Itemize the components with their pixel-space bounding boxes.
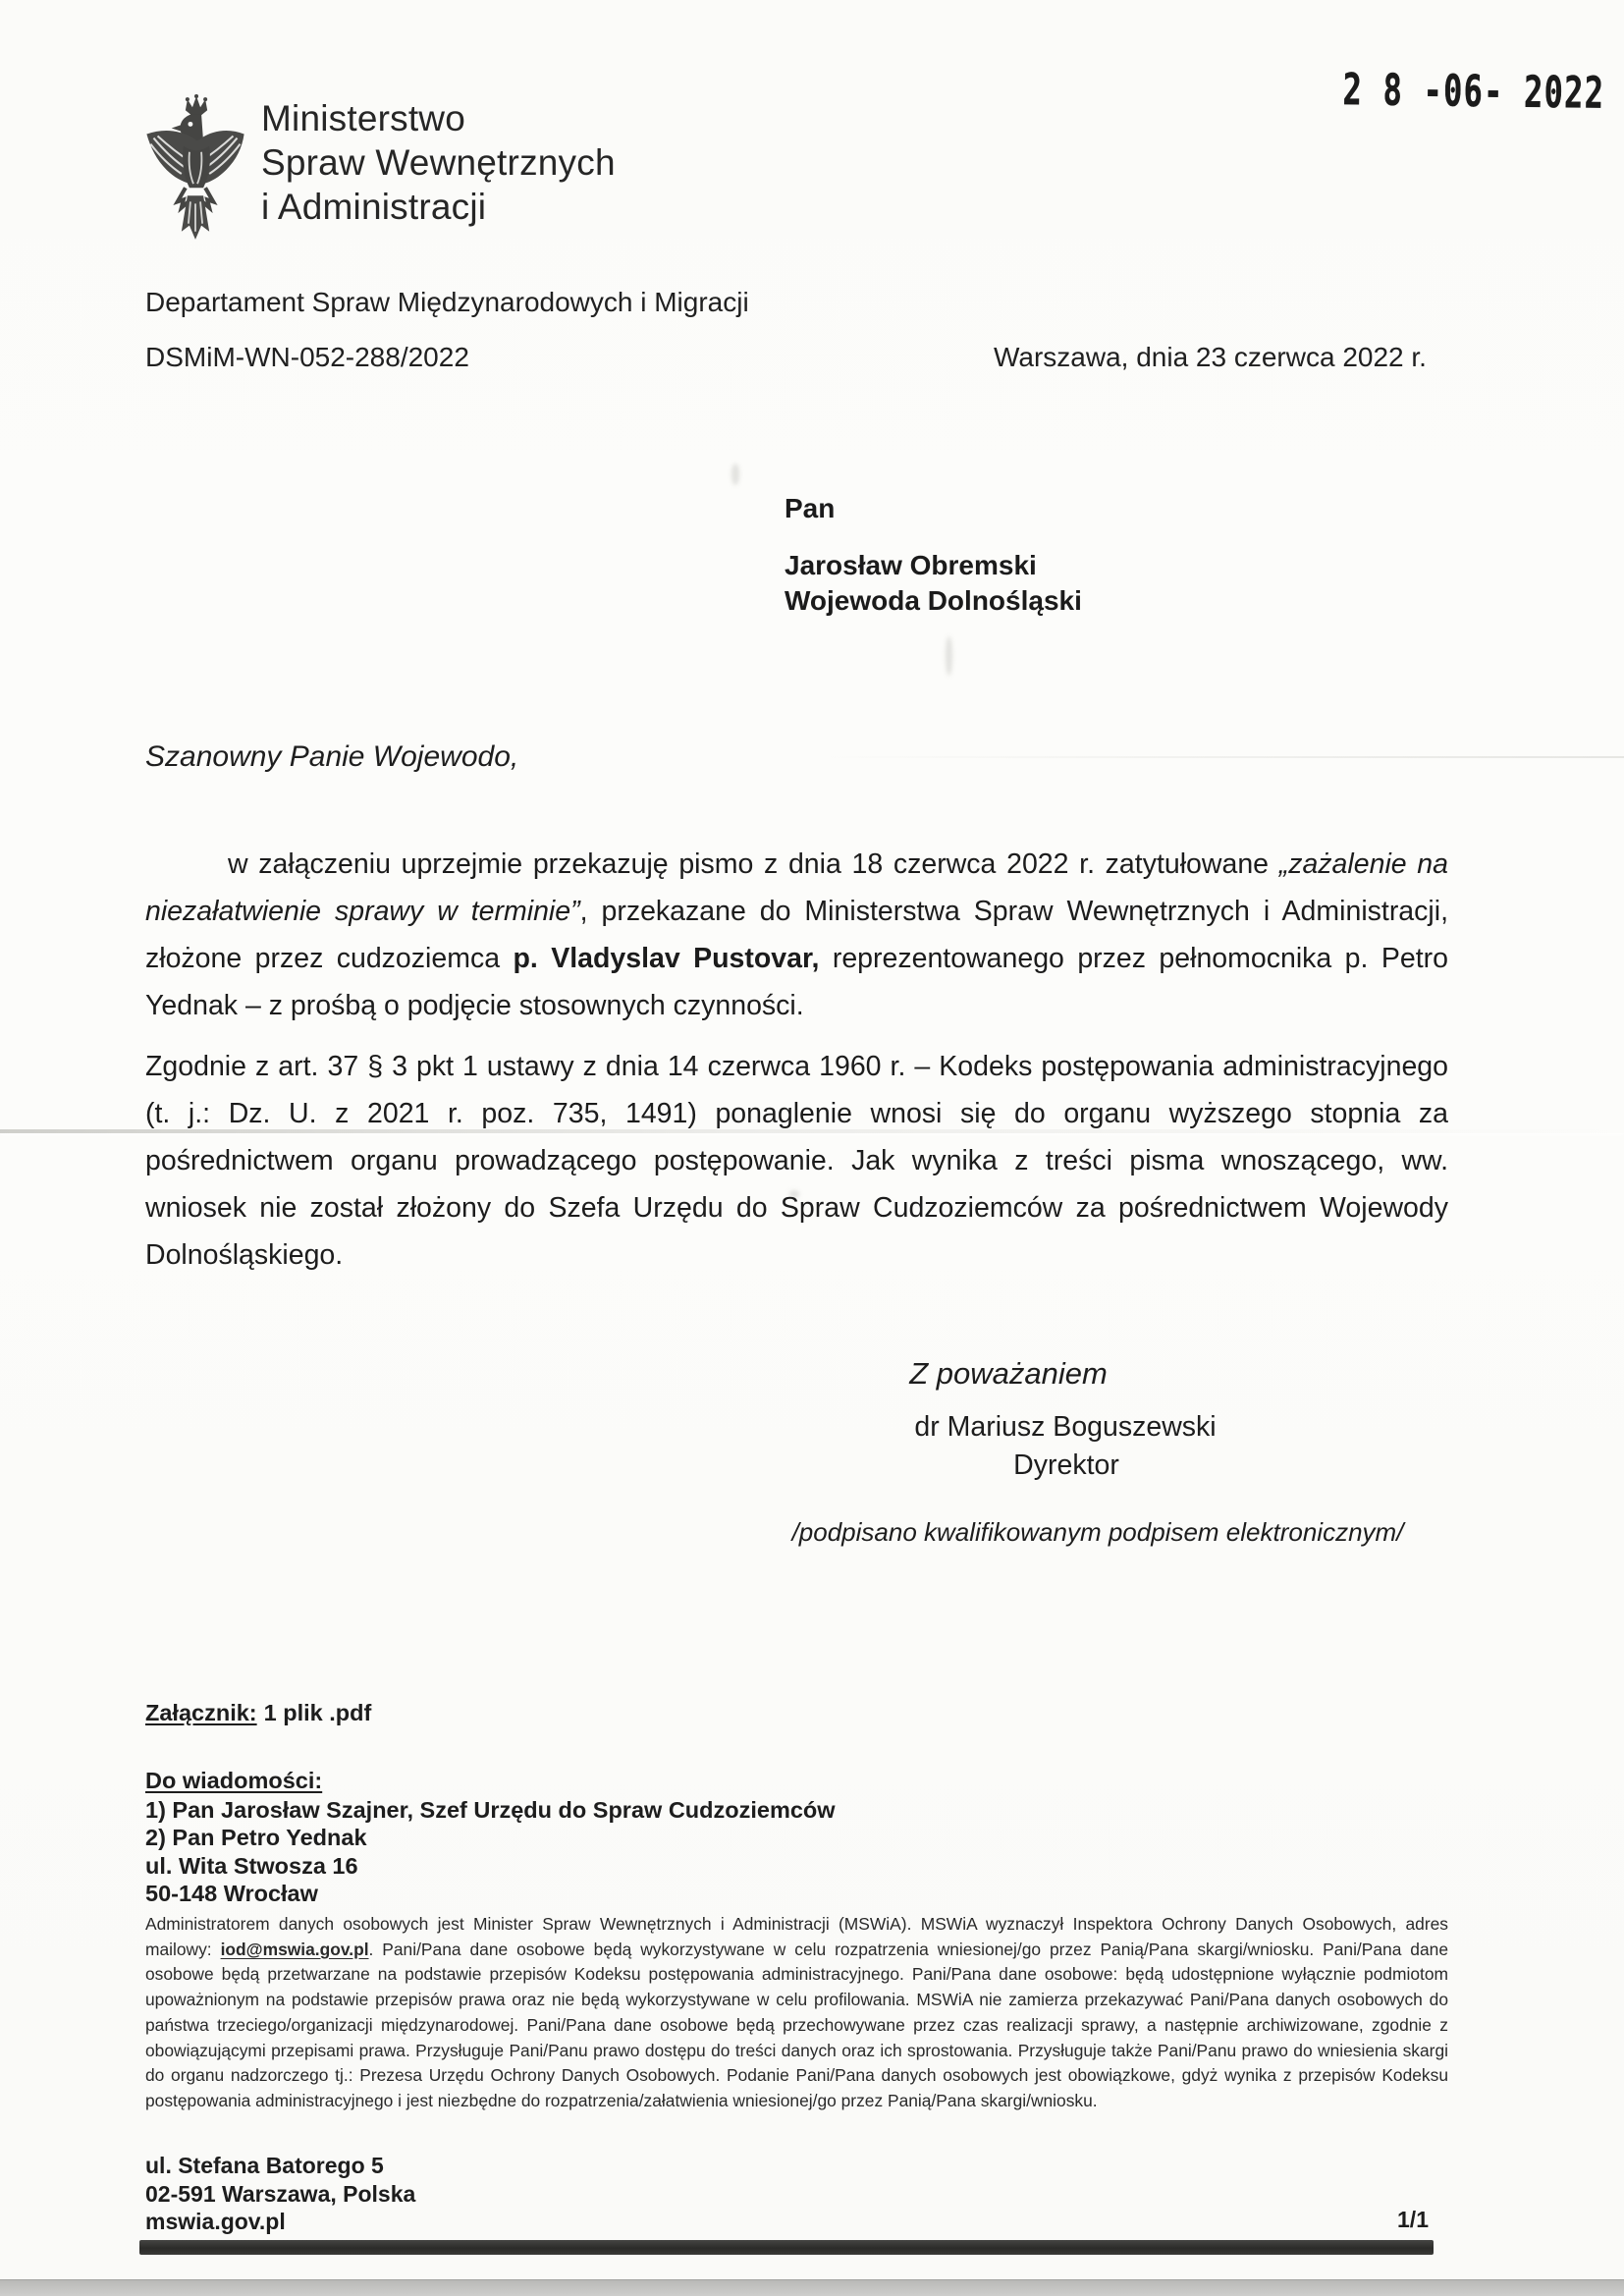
place-and-date: Warszawa, dnia 23 czerwca 2022 r. [994, 342, 1427, 372]
cc-line-2: 2) Pan Petro Yednak [145, 1825, 367, 1850]
p1-run-5: reprezentowanego przez pełnomocnika p. Petro Yednak – z prośbą o podjęcie stosownych czynności. [145, 943, 1448, 1021]
paper-fold-crease-upper [731, 756, 1624, 758]
scan-edge-black-bar [139, 2240, 1434, 2255]
footer-city: 02-591 Warszawa, Polska [145, 2180, 416, 2207]
privacy-email: iod@mswia.gov.pl [220, 1939, 369, 1959]
signer-name: dr Mariusz Boguszewski [914, 1411, 1217, 1443]
p1-run-3: , przekazane do Ministerstwa Spraw Wewnętrznych i Administracji, złożone przez cudzoziemca [145, 896, 1448, 974]
p1-quoted-title: „zażalenie na niezałatwienie sprawy w terminie” [145, 848, 1449, 927]
received-date-stamp: 2 8 -06- 2022 [1342, 65, 1605, 119]
addressee-name: Jarosław Obremski [785, 550, 1037, 580]
attachment-line [145, 1700, 371, 1726]
greeting-line: Szanowny Panie Wojewodo, [145, 740, 519, 773]
privacy-notice [145, 1912, 1448, 2114]
footer-address-block [145, 2152, 415, 2236]
cc-line-4: 50-148 Wrocław [145, 1881, 318, 1906]
cc-section [145, 1767, 836, 1908]
ministry-name-line2: Spraw Wewnętrznych [261, 142, 616, 183]
body-paragraph-2: Zgodnie z art. 37 § 3 pkt 1 ustawy z dnia 14 czerwca 1960 r. – Kodeks postępowania administracyjnego (t. j.: Dz. U. z 2021 r. poz. 735, 1491) ponaglenie wnosi się do organu wyższego stopnia za pośrednictwem organu prowadzącego postępowanie. Jak wynika z treści pisma wnoszącego, ww. wniosek nie został złożony do Szefa Urzędu do Spraw Cudzoziemców za pośrednictwem Wojewody Dolnośląskiego. [145, 1051, 1448, 1271]
body-paragraph-1 [145, 841, 1448, 1029]
scan-smudge [946, 636, 952, 676]
privacy-run-3: . Pani/Pana dane osobowe będą wykorzystywane w celu rozpatrzenia wniesionej/go przez Panią/Pana skargi/wniosku. Pani/Pana dane osobowe będą przetwarzane na podstawie przepisów Kodeksu postępowania administracyjnego. Pani/Pana dane osobowe: będą udostępnione wyłącznie podmiotom upoważnionym na podstawie przepisów prawa oraz nie będą wykorzystywane w celu profilowania. MSWiA nie zamierza przekazywać Pani/Pana danych osobowych do państwa trzeciego/organizacji międzynarodowej. Pani/Pana dane osobowe będą przechowywane przez czas realizacji sprawy, a następnie archiwizowane, zgodnie z obowiązującymi przepisami prawa. Przysługuje Pani/Panu prawo dostępu do treści danych oraz ich sprostowania. Przysługuje także Pani/Panu prawo do wniesienia skargi do organu nadzorczego tj.: Prezesa Urzędu Ochrony Danych Osobowych. Podanie Pani/Pana danych osobowych jest obowiązkowe, gdyż wynika z przepisów Kodeksu postępowania administracyjnego i jest niezbędne do rozpatrzenia/załatwienia wniesionej/go przez Panią/Pana skargi/wniosku. [145, 1939, 1448, 2110]
footer-website: mswia.gov.pl [145, 2209, 286, 2234]
p1-run-1: w załączeniu uprzejmie przekazuję pismo z dnia 18 czerwca 2022 r. zatytułowane [228, 848, 1279, 880]
ministry-name-line1: Ministerstwo [261, 98, 465, 138]
scan-edge-bottom-strip [0, 2279, 1624, 2296]
cc-line-1: 1) Pan Jarosław Szajner, Szef Urzędu do Spraw Cudzoziemców [145, 1796, 836, 1823]
footer-street: ul. Stefana Batorego 5 [145, 2153, 384, 2178]
attachment-label: Załącznik: [145, 1700, 257, 1725]
ministry-name [261, 96, 616, 229]
attachment-value: 1 plik .pdf [263, 1700, 372, 1725]
case-reference-number: DSMiM-WN-052-288/2022 [145, 342, 469, 372]
page-number: 1/1 [1397, 2207, 1429, 2232]
cc-line-3: ul. Wita Stwosza 16 [145, 1852, 358, 1879]
electronic-signature-note: /podpisano kwalifikowanym podpisem elektronicznym/ [791, 1517, 1404, 1547]
valediction: Z poważaniem [909, 1356, 1108, 1391]
department-name: Departament Spraw Międzynarodowych i Migracji [145, 287, 749, 317]
ministry-name-line3: i Administracji [261, 187, 487, 227]
scan-smudge [731, 464, 739, 485]
privacy-run-1: Administratorem danych osobowych jest Minister Spraw Wewnętrznych i Administracji (MSWiA). MSWiA wyznaczył Inspektora Ochrony Danych Osobowych, adres mailowy: [145, 1914, 1448, 1959]
signer-title: Dyrektor [1013, 1449, 1119, 1481]
letter-body [145, 841, 1448, 1279]
p1-foreigner-name: p. Vladyslav Pustovar, [513, 943, 820, 974]
polish-eagle-emblem-icon [143, 92, 247, 251]
cc-label: Do wiadomości: [145, 1768, 323, 1793]
addressee-salutation: Pan [785, 493, 836, 523]
addressee-title: Wojewoda Dolnośląski [785, 585, 1082, 616]
